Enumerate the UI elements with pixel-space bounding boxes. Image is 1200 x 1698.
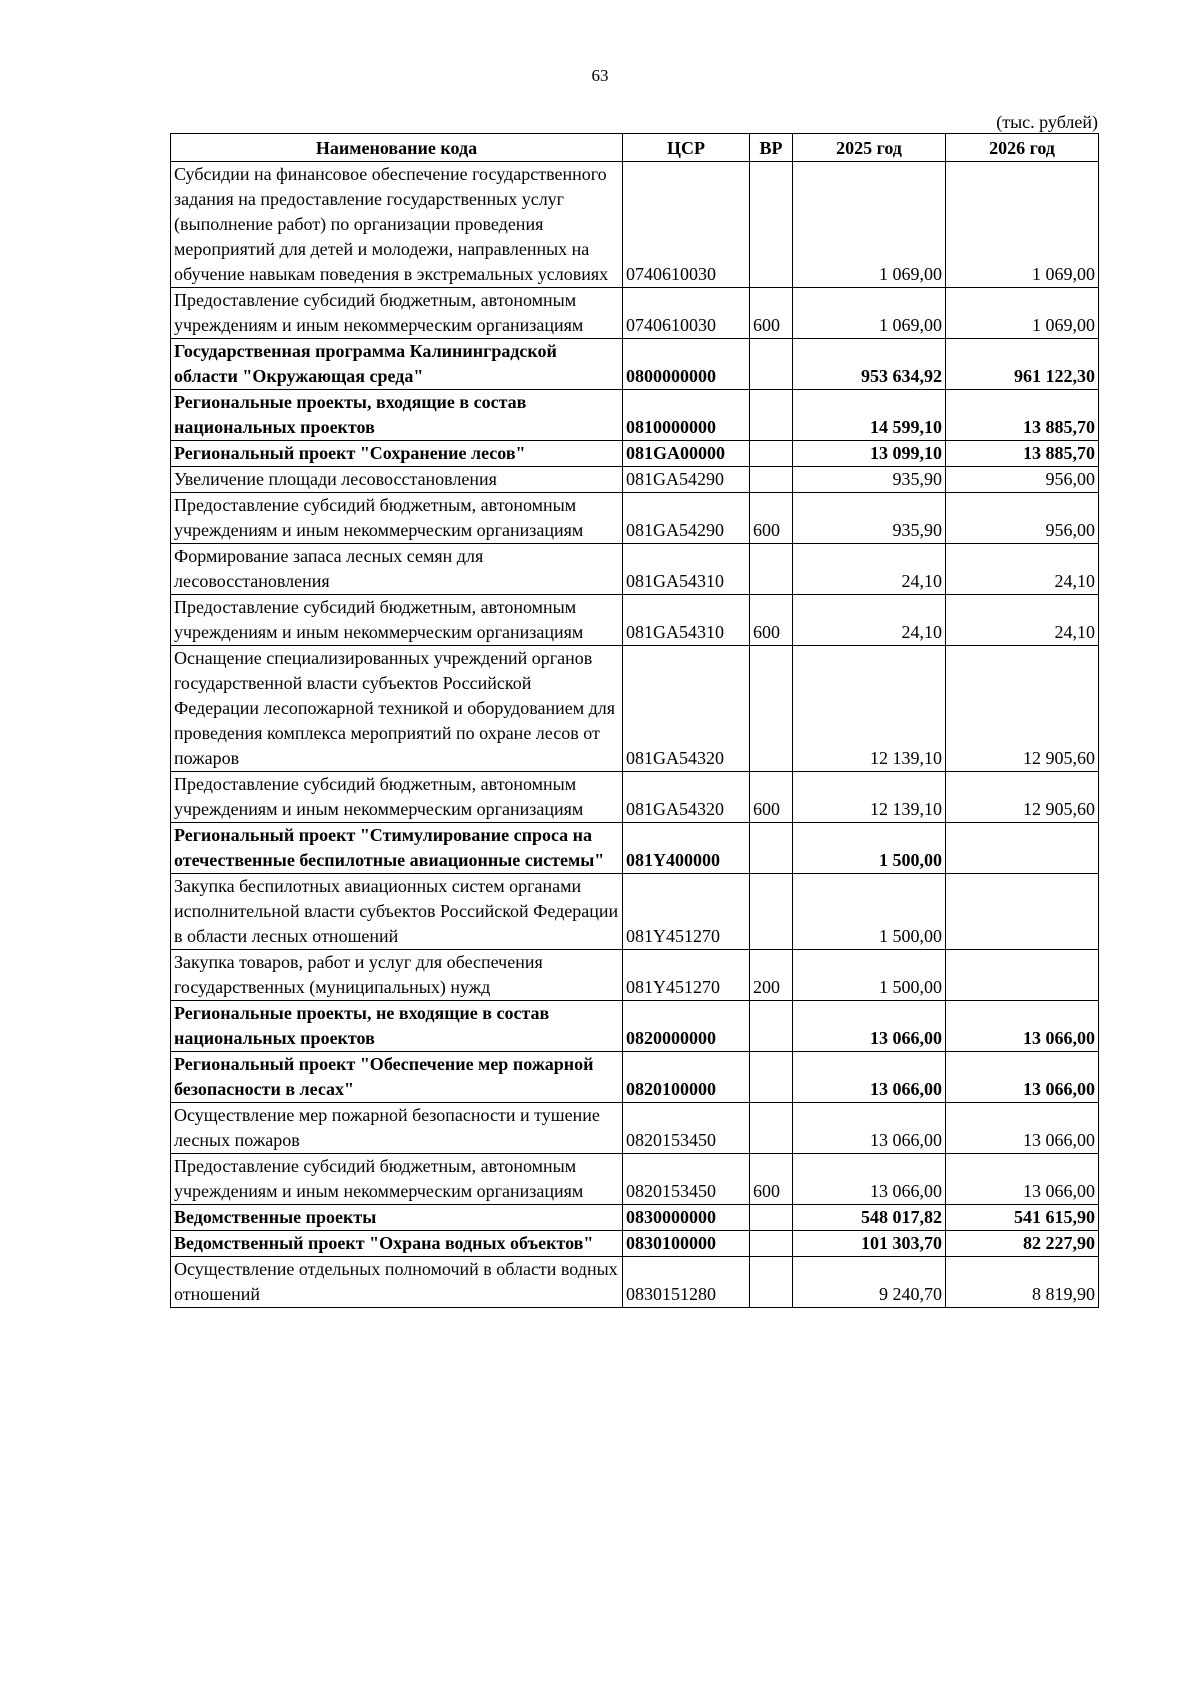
cell-name: Субсидии на финансовое обеспечение государственного задания на предоставление государственных услуг (выполнение работ) по организации проведения мероприятий для детей и молодежи, направленных на обучение навыкам поведения в экстремальных условиях	[171, 162, 623, 288]
cell-name: Предоставление субсидий бюджетным, автономным учреждениям и иным некоммерческим организациям	[171, 493, 623, 544]
cell-2025: 935,90	[793, 467, 946, 493]
table-row	[171, 1103, 1099, 1154]
cell-csr: 0830151280	[623, 1257, 750, 1308]
cell-2025: 1 069,00	[793, 162, 946, 288]
cell-name: Увеличение площади лесовосстановления	[171, 467, 623, 493]
cell-vr: 600	[750, 288, 793, 339]
cell-vr	[750, 1231, 793, 1257]
cell-vr	[750, 1001, 793, 1052]
table-row	[171, 441, 1099, 467]
table-row	[171, 339, 1099, 390]
cell-2025: 1 500,00	[793, 874, 946, 950]
cell-vr	[750, 1205, 793, 1231]
cell-vr	[750, 162, 793, 288]
cell-csr: 0740610030	[623, 288, 750, 339]
cell-2025: 13 066,00	[793, 1103, 946, 1154]
cell-2026: 8 819,90	[946, 1257, 1099, 1308]
table-body	[171, 162, 1099, 1308]
cell-csr: 0830100000	[623, 1231, 750, 1257]
cell-vr	[750, 1257, 793, 1308]
cell-2025: 24,10	[793, 595, 946, 646]
table-row	[171, 823, 1099, 874]
cell-vr	[750, 823, 793, 874]
cell-2026	[946, 950, 1099, 1001]
cell-csr: 081GA54320	[623, 646, 750, 772]
cell-csr: 081GA54320	[623, 772, 750, 823]
cell-2026: 12 905,60	[946, 772, 1099, 823]
cell-name: Ведомственные проекты	[171, 1205, 623, 1231]
cell-2026: 541 615,90	[946, 1205, 1099, 1231]
cell-2025: 953 634,92	[793, 339, 946, 390]
table-row	[171, 288, 1099, 339]
cell-csr: 0830000000	[623, 1205, 750, 1231]
table-row	[171, 1205, 1099, 1231]
table-row	[171, 1231, 1099, 1257]
table-row	[171, 162, 1099, 288]
cell-2026: 1 069,00	[946, 162, 1099, 288]
cell-vr	[750, 467, 793, 493]
table-row	[171, 1154, 1099, 1205]
cell-csr: 0820100000	[623, 1052, 750, 1103]
cell-2025: 13 066,00	[793, 1154, 946, 1205]
cell-csr: 0800000000	[623, 339, 750, 390]
cell-name: Осуществление отдельных полномочий в области водных отношений	[171, 1257, 623, 1308]
cell-2025: 1 500,00	[793, 950, 946, 1001]
cell-vr: 600	[750, 1154, 793, 1205]
cell-2026: 961 122,30	[946, 339, 1099, 390]
cell-2025: 101 303,70	[793, 1231, 946, 1257]
cell-2025: 13 066,00	[793, 1001, 946, 1052]
cell-2026	[946, 874, 1099, 950]
cell-csr: 0820153450	[623, 1154, 750, 1205]
cell-name: Ведомственный проект "Охрана водных объектов"	[171, 1231, 623, 1257]
cell-2026: 13 066,00	[946, 1103, 1099, 1154]
cell-name: Осуществление мер пожарной безопасности и тушение лесных пожаров	[171, 1103, 623, 1154]
cell-2025: 1 069,00	[793, 288, 946, 339]
cell-csr: 081GA00000	[623, 441, 750, 467]
cell-csr: 0810000000	[623, 390, 750, 441]
cell-name: Региональный проект "Стимулирование спроса на отечественные беспилотные авиационные системы"	[171, 823, 623, 874]
cell-2026: 24,10	[946, 595, 1099, 646]
table-row	[171, 544, 1099, 595]
table-row	[171, 1257, 1099, 1308]
cell-name: Предоставление субсидий бюджетным, автономным учреждениям и иным некоммерческим организациям	[171, 1154, 623, 1205]
cell-csr: 081GA54290	[623, 493, 750, 544]
cell-vr	[750, 1103, 793, 1154]
cell-2025: 9 240,70	[793, 1257, 946, 1308]
cell-vr: 600	[750, 772, 793, 823]
cell-csr: 081GA54290	[623, 467, 750, 493]
cell-2025: 14 599,10	[793, 390, 946, 441]
cell-name: Оснащение специализированных учреждений органов государственной власти субъектов Российской Федерации лесопожарной техникой и оборудованием для проведения комплекса мероприятий по охране лесов от пожаров	[171, 646, 623, 772]
table-row	[171, 595, 1099, 646]
cell-name: Региональные проекты, не входящие в состав национальных проектов	[171, 1001, 623, 1052]
header-2025: 2025 год	[793, 134, 946, 162]
cell-vr	[750, 874, 793, 950]
table-row	[171, 1052, 1099, 1103]
table-row	[171, 874, 1099, 950]
cell-2026	[946, 823, 1099, 874]
cell-name: Региональный проект "Обеспечение мер пожарной безопасности в лесах"	[171, 1052, 623, 1103]
cell-name: Предоставление субсидий бюджетным, автономным учреждениям и иным некоммерческим организациям	[171, 595, 623, 646]
table-row	[171, 390, 1099, 441]
cell-name: Формирование запаса лесных семян для лесовосстановления	[171, 544, 623, 595]
table-row	[171, 493, 1099, 544]
cell-2026: 956,00	[946, 467, 1099, 493]
table-row	[171, 646, 1099, 772]
table-header-row	[171, 134, 1099, 162]
cell-vr: 600	[750, 595, 793, 646]
cell-2025: 1 500,00	[793, 823, 946, 874]
cell-vr	[750, 390, 793, 441]
cell-vr	[750, 544, 793, 595]
cell-name: Закупка товаров, работ и услуг для обеспечения государственных (муниципальных) нужд	[171, 950, 623, 1001]
cell-csr: 0740610030	[623, 162, 750, 288]
cell-csr: 081Y451270	[623, 950, 750, 1001]
units-label: (тыс. рублей)	[996, 112, 1098, 132]
cell-2026: 1 069,00	[946, 288, 1099, 339]
cell-name: Предоставление субсидий бюджетным, автономным учреждениям и иным некоммерческим организациям	[171, 772, 623, 823]
header-2026: 2026 год	[946, 134, 1099, 162]
cell-2025: 935,90	[793, 493, 946, 544]
header-vr: ВР	[750, 134, 793, 162]
cell-2025: 13 066,00	[793, 1052, 946, 1103]
cell-2026: 24,10	[946, 544, 1099, 595]
table-row	[171, 467, 1099, 493]
cell-csr: 081GA54310	[623, 544, 750, 595]
cell-2026: 13 066,00	[946, 1052, 1099, 1103]
cell-name: Государственная программа Калининградской области "Окружающая среда"	[171, 339, 623, 390]
cell-2025: 24,10	[793, 544, 946, 595]
cell-vr: 600	[750, 493, 793, 544]
cell-2026: 82 227,90	[946, 1231, 1099, 1257]
cell-name: Предоставление субсидий бюджетным, автономным учреждениям и иным некоммерческим организациям	[171, 288, 623, 339]
cell-2026: 956,00	[946, 493, 1099, 544]
cell-2025: 548 017,82	[793, 1205, 946, 1231]
cell-2025: 13 099,10	[793, 441, 946, 467]
cell-csr: 081Y400000	[623, 823, 750, 874]
cell-2026: 13 885,70	[946, 441, 1099, 467]
cell-name: Региональные проекты, входящие в состав национальных проектов	[171, 390, 623, 441]
cell-vr: 200	[750, 950, 793, 1001]
budget-table	[170, 133, 1099, 1308]
cell-vr	[750, 646, 793, 772]
cell-vr	[750, 339, 793, 390]
cell-2026: 13 885,70	[946, 390, 1099, 441]
cell-name: Закупка беспилотных авиационных систем органами исполнительной власти субъектов Российской Федерации в области лесных отношений	[171, 874, 623, 950]
table-row	[171, 950, 1099, 1001]
cell-csr: 081GA54310	[623, 595, 750, 646]
cell-csr: 0820153450	[623, 1103, 750, 1154]
cell-vr	[750, 441, 793, 467]
table-row	[171, 1001, 1099, 1052]
table-row	[171, 772, 1099, 823]
cell-name: Региональный проект "Сохранение лесов"	[171, 441, 623, 467]
cell-vr	[750, 1052, 793, 1103]
cell-2026: 12 905,60	[946, 646, 1099, 772]
cell-2026: 13 066,00	[946, 1154, 1099, 1205]
cell-2026: 13 066,00	[946, 1001, 1099, 1052]
cell-2025: 12 139,10	[793, 772, 946, 823]
cell-2025: 12 139,10	[793, 646, 946, 772]
header-name: Наименование кода	[171, 134, 623, 162]
cell-csr: 081Y451270	[623, 874, 750, 950]
page-number: 63	[591, 66, 609, 85]
cell-csr: 0820000000	[623, 1001, 750, 1052]
header-csr: ЦСР	[623, 134, 750, 162]
